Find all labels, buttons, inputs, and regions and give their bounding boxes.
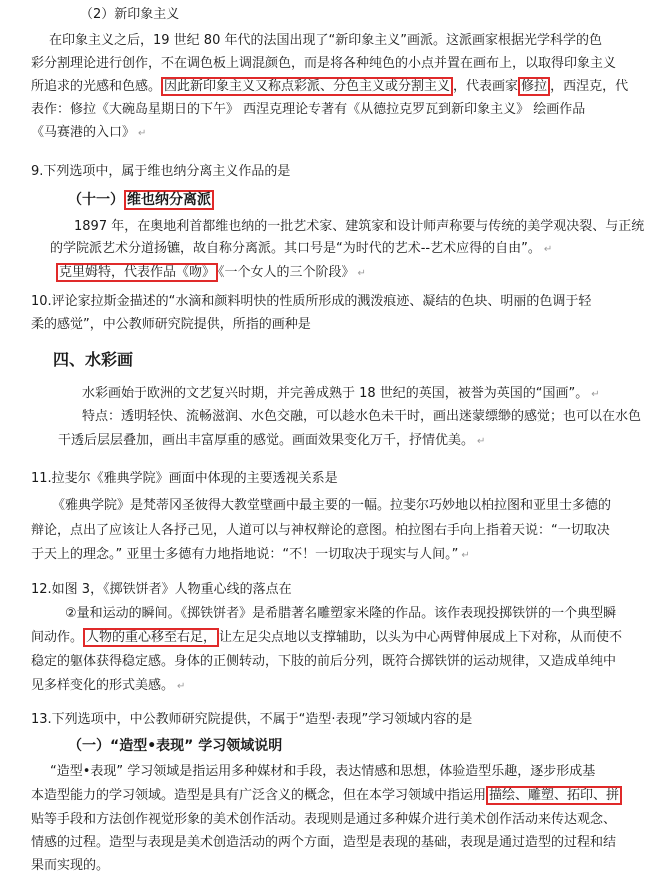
highlight-box: 克里姆特，代表作品《吻》 (56, 263, 218, 282)
paragraph-mark-icon: ↵ (138, 128, 147, 139)
question-10-cont: 柔的感觉”，中公教师研究院提供，所指的画种是 (31, 317, 311, 332)
paragraph-mark-icon: ↵ (461, 550, 470, 561)
paragraph-mark-icon: ↵ (357, 268, 366, 279)
question-9: 9.下列选项中，属于维也纳分离主义作品的是 (31, 164, 291, 179)
paragraph-mark-icon: ↵ (177, 681, 186, 692)
subheading-vienna-secession: （十一） 维也纳分离派 (68, 191, 214, 209)
question-10: 10.评论家拉斯金描述的“水滴和颜料明快的性质所形成的溅泼痕迹、凝结的色块、明丽的色调于轻 (31, 294, 592, 309)
paragraph-line: 表作：修拉《大碗岛星期日的下午》 西涅克理论专著有《从德拉克罗瓦到新印象主义》 绘画作品 (31, 102, 586, 117)
paragraph-line: 克里姆特，代表作品《吻》 《一个女人的三个阶段》 ↵ (56, 264, 366, 283)
question-13: 13.下列选项中，中公教师研究院提供，不属于“造型·表现”学习领域内容的是 (31, 712, 473, 727)
paragraph-line: 的学院派艺术分道扬镳，故自称分离派。其口号是“为时代的艺术--艺术应得的自由”。 ↵ (50, 241, 553, 256)
paragraph-line: 所追求的光感和色感。 因此新印象主义又称点彩派、分色主义或分割主义 ，代表画家 修拉 ，西涅克，代 (31, 79, 629, 94)
highlight-box: 人物的重心移至右足， (83, 628, 219, 647)
question-12: 12.如图 3，《掷铁饼者》人物重心线的落点在 (31, 582, 292, 597)
paragraph-line: “造型•表现” 学习领域是指运用多种媒材和手段，表达情感和思想，体验造型乐趣，逐步形成基 (50, 764, 596, 779)
highlight-box: 描绘、雕塑、拓印、拼 (486, 786, 622, 805)
paragraph-line: 稳定的躯体获得稳定感。身体的正侧转动，下肢的前后分列，既符合掷铁饼的运动规律，又造成单纯中 (31, 654, 617, 669)
paragraph-line: 间动作。 人物的重心移至右足， 让左足尖点地以支撑辅助，以头为中心两臂伸展成上下对称，从而使不 (31, 630, 623, 645)
paragraph-mark-icon: ↵ (591, 389, 600, 400)
paragraph-line: 1897 年，在奥地利首都维也纳的一批艺术家、建筑家和设计师声称要与传统的美学观决裂、与正统 (74, 219, 645, 234)
paragraph-line: ②量和运动的瞬间。《掷铁饼者》是希腊著名雕塑家米隆的作品。该作表现投掷铁饼的一个典型瞬 (65, 606, 617, 621)
paragraph-line: 《雅典学院》是梵蒂冈圣彼得大教堂壁画中最主要的一幅。拉斐尔巧妙地以柏拉图和亚里士多德的 (52, 498, 612, 513)
subheading-neo-impressionism: （2）新印象主义 (80, 7, 180, 22)
paragraph-line: 贴等手段和方法创作视觉形象的美术创作活动。表现则是通过多种媒介进行美术创作活动来传达观念、 (31, 812, 617, 827)
paragraph-line: 特点：透明轻快、流畅滋润、水色交融，可以趁水色未干时，画出迷蒙缥缈的感觉；也可以在水色 (82, 409, 642, 424)
highlight-box: 维也纳分离派 (124, 190, 214, 210)
paragraph-line: 果而实现的。 (31, 858, 110, 873)
paragraph-line: 辩论，点出了应该让人各抒己见，人道可以与神权辩论的意图。柏拉图右手向上指着天说：“一切取决 (31, 523, 610, 538)
paragraph-mark-icon: ↵ (477, 436, 486, 447)
subheading-modeling: （一）“造型•表现” 学习领域说明 (68, 738, 283, 754)
paragraph-line: 彩分割理论进行创作，不在调色板上调混颜色，而是将各种纯色的小点并置在画布上，以取得印象主义 (31, 56, 617, 71)
paragraph-mark-icon: ↵ (543, 244, 553, 255)
paragraph-line: 《马赛港的入口》 ↵ (31, 125, 147, 140)
paragraph-line: 在印象主义之后，19 世纪 80 年代的法国出现了“新印象主义”画派。这派画家根据光学科学的色 (49, 33, 602, 48)
paragraph-line: 水彩画始于欧洲的文艺复兴时期，并完善成熟于 18 世纪的英国，被誉为英国的“国画”。 ↵ (82, 386, 600, 401)
question-11: 11.拉斐尔《雅典学院》画面中体现的主要透视关系是 (31, 471, 338, 486)
paragraph-line: 于天上的理念。” 亚里士多德有力地指地说：“不！一切取决于现实与人间。” ↵ (31, 547, 470, 562)
paragraph-line: 干透后层层叠加，画出丰富厚重的感觉。画面效果变化万千，抒情优美。 ↵ (58, 433, 486, 448)
paragraph-line: 情感的过程。造型与表现是美术创造活动的两个方面，造型是表现的基础，表现是通过造型的过程和结 (31, 835, 617, 850)
highlight-box: 因此新印象主义又称点彩派、分色主义或分割主义 (161, 77, 453, 96)
paragraph-line: 本造型能力的学习领域。造型是具有广泛含义的概念，但在本学习领域中指运用 描绘、雕塑、拓印、拼 (31, 787, 622, 805)
section-heading-watercolor: 四、水彩画 (53, 350, 134, 369)
paragraph-line: 见多样变化的形式美感。 ↵ (31, 678, 186, 693)
highlight-box: 修拉 (518, 77, 550, 96)
